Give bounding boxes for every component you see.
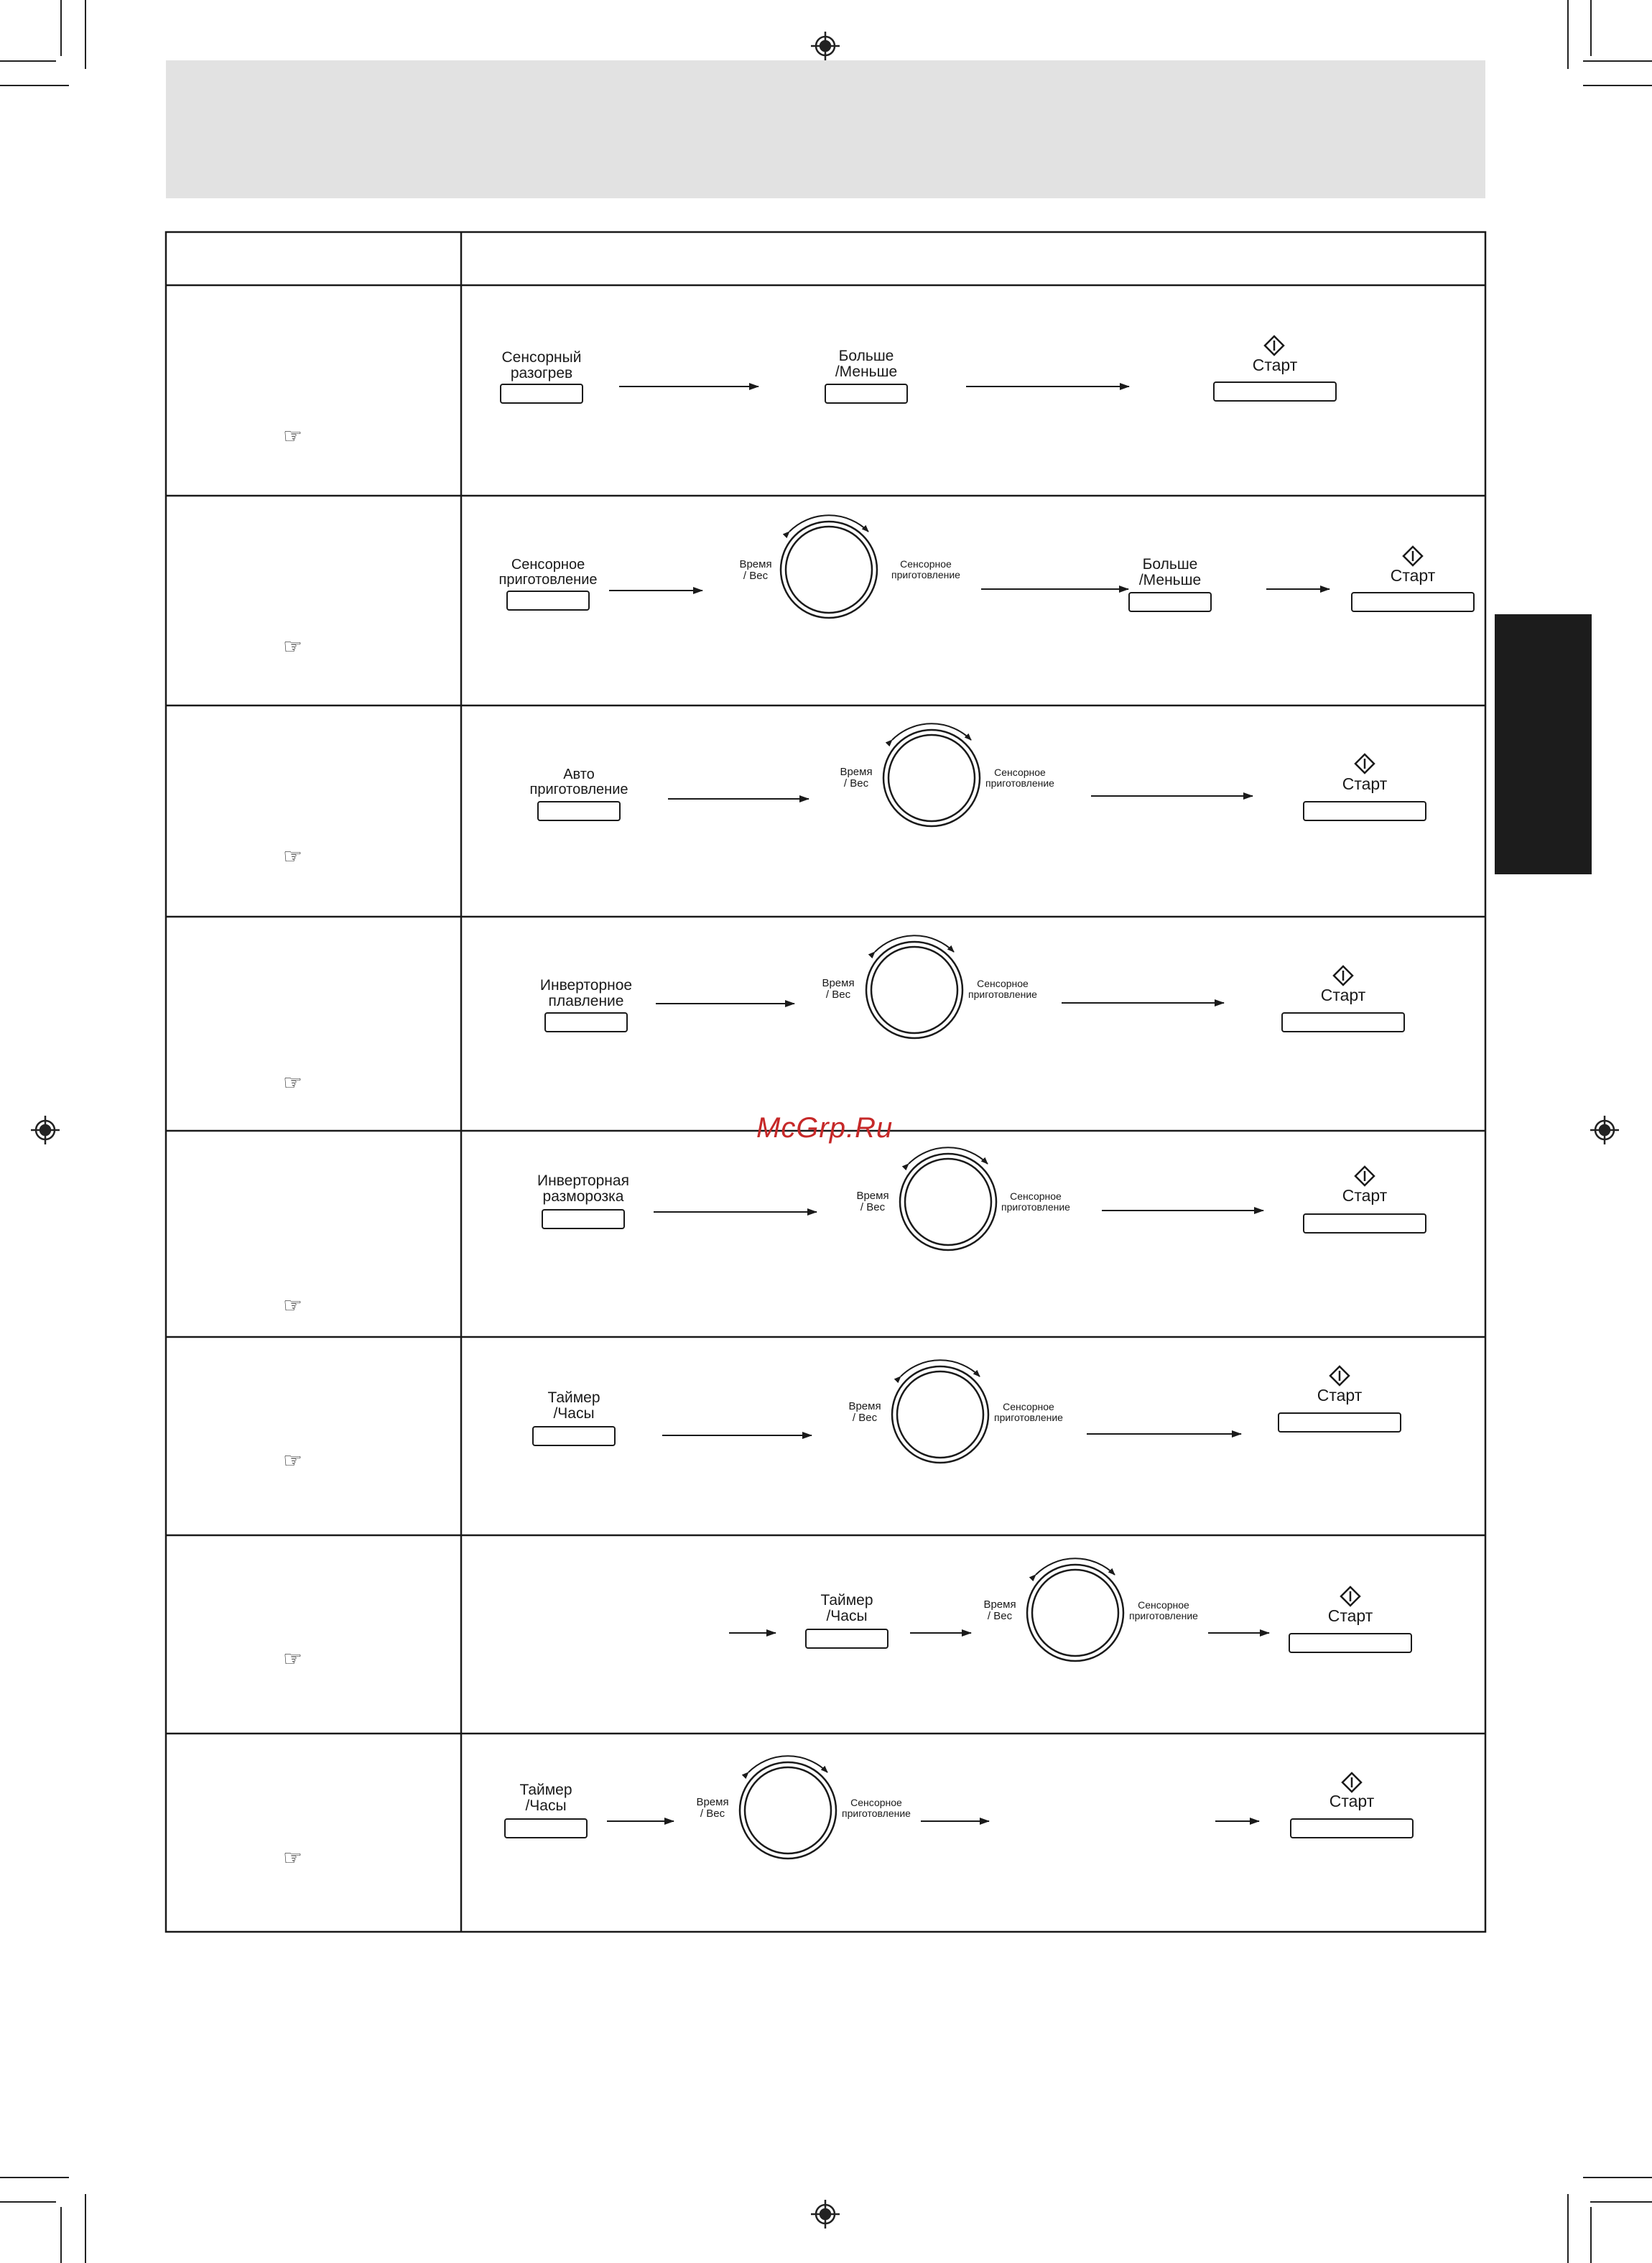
timer-clock-button bbox=[505, 1819, 587, 1838]
start-button bbox=[1291, 1819, 1413, 1838]
dial-icon bbox=[1027, 1558, 1123, 1661]
dial-right-label: Сенсорное приготовление bbox=[968, 978, 1037, 1000]
dial-icon bbox=[781, 515, 877, 618]
start-button bbox=[1279, 1413, 1401, 1432]
start-label: Старт bbox=[1342, 774, 1388, 793]
time-weight-label: Время / Вес bbox=[822, 977, 855, 1001]
pointing-hand-icon: ☞ bbox=[283, 635, 302, 659]
inverter-melt-label: Инверторное плавление bbox=[539, 977, 633, 1010]
registration-mark-icon bbox=[811, 32, 840, 60]
sensor-cook-label: Сенсорное приготовление bbox=[498, 557, 598, 588]
start-diamond-icon bbox=[1330, 1366, 1349, 1385]
more-less-label: Больше /Меньше bbox=[1138, 556, 1202, 589]
start-label: Старт bbox=[1342, 1186, 1388, 1205]
registration-mark-icon bbox=[1590, 1116, 1619, 1144]
start-label: Старт bbox=[1329, 1792, 1375, 1810]
dial-icon bbox=[900, 1147, 996, 1250]
sensor-cook-button bbox=[507, 591, 589, 610]
more-less-button bbox=[1129, 593, 1211, 611]
start-diamond-icon bbox=[1342, 1773, 1361, 1792]
pointing-hand-icon: ☞ bbox=[283, 845, 302, 869]
auto-cook-button bbox=[538, 802, 620, 820]
watermark: McGrp.Ru bbox=[756, 1112, 894, 1144]
start-diamond-icon bbox=[1341, 1587, 1360, 1606]
dial-icon bbox=[866, 935, 962, 1038]
dial-right-label: Сенсорное приготовление bbox=[985, 767, 1054, 789]
dial-right-label: Сенсорное приготовление bbox=[1129, 1599, 1198, 1621]
pointing-hand-icon: ☞ bbox=[283, 425, 302, 448]
registration-mark-icon bbox=[31, 1116, 60, 1144]
inverter-melt-button bbox=[545, 1013, 627, 1032]
timer-clock-label: Таймер /Часы bbox=[547, 1389, 600, 1422]
start-button bbox=[1304, 1214, 1426, 1233]
registration-mark-icon bbox=[811, 2200, 840, 2229]
pointing-hand-icon: ☞ bbox=[283, 1294, 302, 1318]
time-weight-label: Время / Вес bbox=[983, 1598, 1016, 1622]
dial-icon bbox=[740, 1756, 836, 1859]
timer-clock-label: Таймер /Часы bbox=[820, 1592, 873, 1625]
sensor-reheat-button bbox=[501, 384, 583, 403]
start-diamond-icon bbox=[1403, 547, 1422, 565]
start-button bbox=[1289, 1634, 1411, 1652]
start-label: Старт bbox=[1390, 566, 1436, 585]
time-weight-label: Время / Вес bbox=[840, 766, 873, 790]
timer-clock-button bbox=[533, 1427, 615, 1445]
dial-right-label: Сенсорное приготовление bbox=[1001, 1190, 1070, 1213]
start-button bbox=[1214, 382, 1336, 401]
dial-right-label: Сенсорное приготовление bbox=[994, 1401, 1063, 1423]
start-label: Старт bbox=[1317, 1386, 1363, 1404]
start-label: Старт bbox=[1327, 1606, 1373, 1625]
dial-icon bbox=[883, 723, 980, 826]
more-less-label: Больше /Меньше bbox=[835, 348, 898, 381]
timer-clock-label: Таймер /Часы bbox=[519, 1782, 572, 1815]
start-diamond-icon bbox=[1355, 1167, 1374, 1185]
start-diamond-icon bbox=[1265, 336, 1284, 355]
start-label: Старт bbox=[1252, 356, 1298, 374]
time-weight-label: Время / Вес bbox=[848, 1400, 881, 1424]
start-label: Старт bbox=[1320, 986, 1366, 1004]
dial-icon bbox=[892, 1360, 988, 1463]
more-less-button bbox=[825, 384, 907, 403]
pointing-hand-icon: ☞ bbox=[283, 1846, 302, 1870]
start-diamond-icon bbox=[1355, 754, 1374, 773]
start-button bbox=[1352, 593, 1474, 611]
time-weight-label: Время / Вес bbox=[739, 558, 772, 582]
start-diamond-icon bbox=[1334, 966, 1352, 985]
start-button bbox=[1304, 802, 1426, 820]
pointing-hand-icon: ☞ bbox=[283, 1071, 302, 1095]
sensor-reheat-label: Сенсорный разогрев bbox=[501, 349, 582, 382]
pointing-hand-icon: ☞ bbox=[283, 1647, 302, 1671]
inverter-defrost-button bbox=[542, 1210, 624, 1228]
time-weight-label: Время / Вес bbox=[696, 1796, 729, 1820]
pointing-hand-icon: ☞ bbox=[283, 1449, 302, 1473]
auto-cook-label: Авто приготовление bbox=[529, 767, 628, 797]
start-button bbox=[1282, 1013, 1404, 1032]
dial-right-label: Сенсорное приготовление bbox=[842, 1797, 911, 1819]
time-weight-label: Время / Вес bbox=[856, 1190, 889, 1213]
dial-right-label: Сенсорное приготовление bbox=[891, 558, 960, 580]
inverter-defrost-label: Инверторная разморозка bbox=[537, 1172, 629, 1205]
timer-clock-button bbox=[806, 1629, 888, 1648]
